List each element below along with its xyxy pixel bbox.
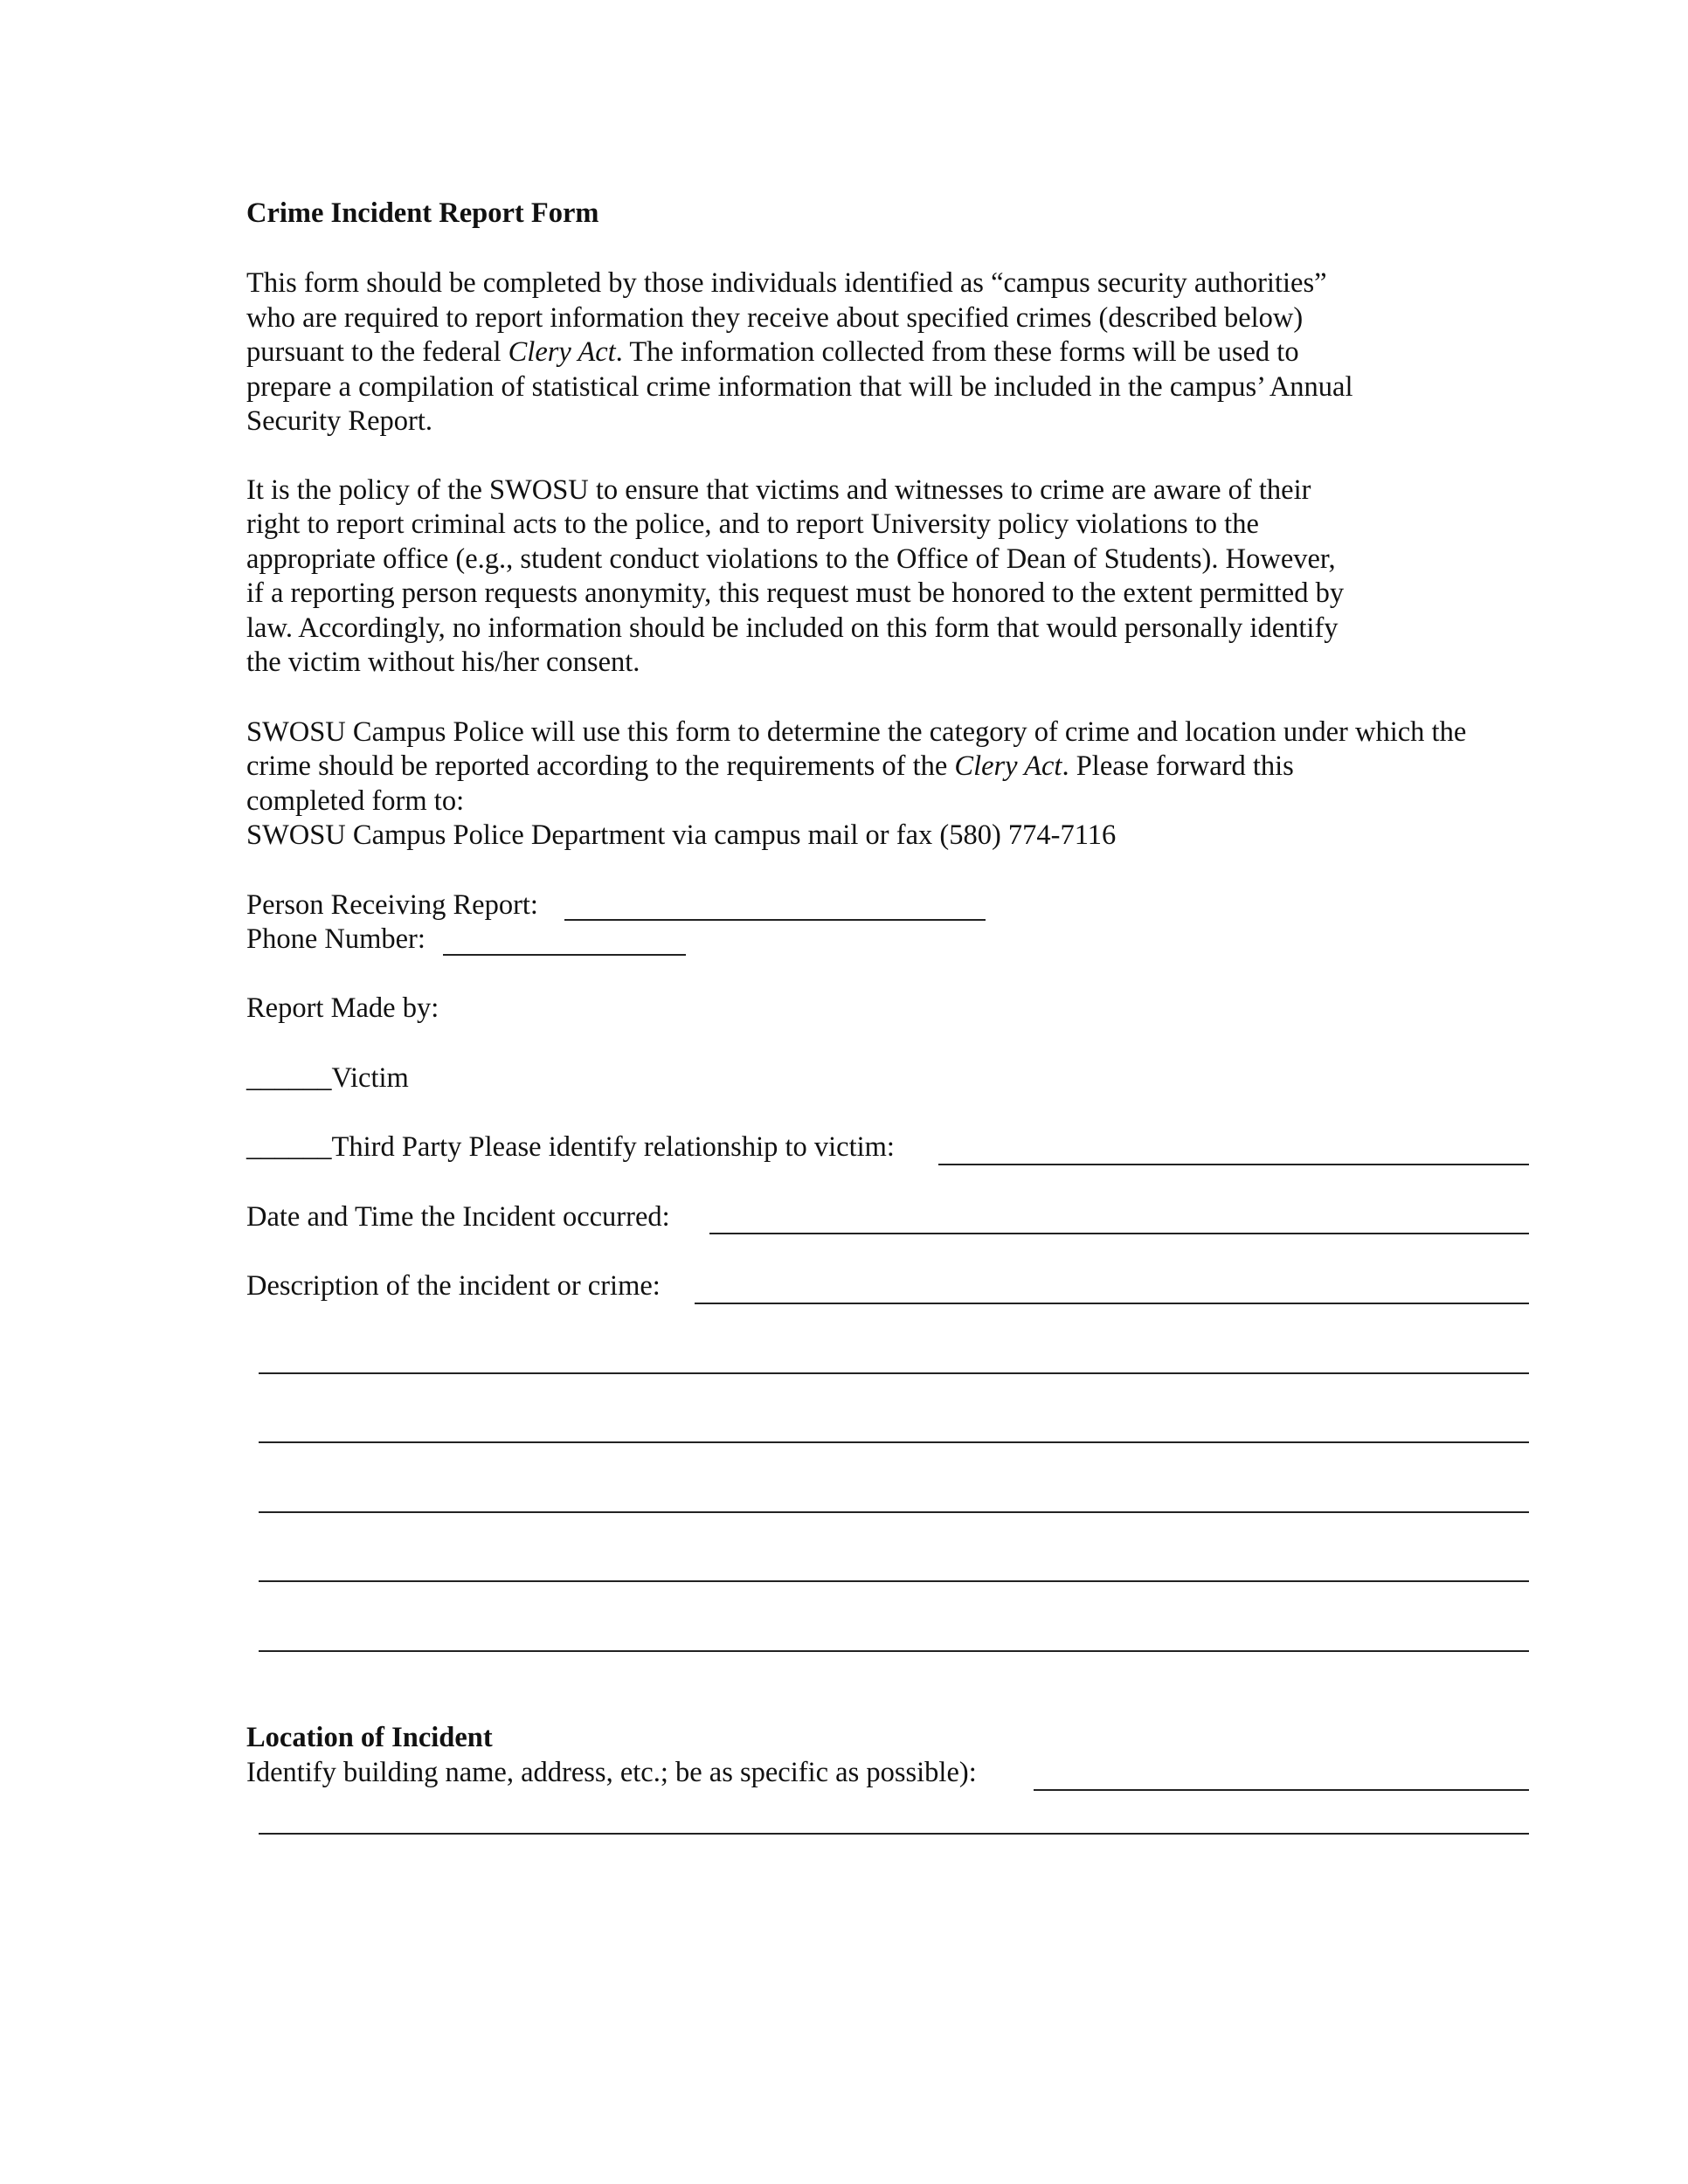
third-party-check-blank[interactable]: ______ [246,1131,332,1163]
intro-p1-line3-start: pursuant to the federal [246,336,508,368]
third-party-option[interactable] [246,1130,895,1165]
intro-p3-line3: completed form to: [246,785,465,817]
intro-p3-line2-start: crime should be reported according to the requirements of the [246,750,955,782]
intro-p3-line2-end: . Please forward this [1062,750,1294,782]
report-made-by-label: Report Made by: [246,992,439,1024]
relationship-to-victim-field[interactable] [938,1164,1529,1165]
location-instruction: Identify building name, address, etc.; be as specific as possible): [246,1757,977,1788]
description-continuation-line[interactable] [259,1580,1529,1582]
intro-p2-line4: if a reporting person requests anonymity, this request must be honored to the extent permitted by [246,577,1345,609]
intro-p3-line2 [246,749,1294,784]
clery-act-reference: Clery Act [954,750,1062,782]
description-continuation-line[interactable] [259,1511,1529,1513]
date-time-label: Date and Time the Incident occurred: [246,1201,670,1233]
victim-check-blank[interactable]: ______ [246,1062,332,1094]
intro-p1-line3 [246,335,1299,370]
intro-p2-line5: law. Accordingly, no information should be included on this form that would personally identify [246,612,1339,644]
description-field[interactable] [695,1303,1529,1304]
fax-instruction: SWOSU Campus Police Department via campus mail or fax (580) 774-7116 [246,819,1117,851]
form-title: Crime Incident Report Form [246,197,599,229]
location-continuation-line[interactable] [259,1833,1529,1835]
victim-option[interactable] [246,1061,409,1095]
person-receiving-field[interactable] [564,919,986,921]
intro-p1-line3-end: . The information collected from these forms will be used to [615,336,1299,368]
intro-p2-line3: appropriate office (e.g., student conduct violations to the Office of Dean of Students). However, [246,543,1336,575]
phone-number-field[interactable] [443,954,686,956]
intro-p1-line4: prepare a compilation of statistical crime information that will be included in the campus’ Annual [246,371,1353,403]
intro-p2-line1: It is the policy of the SWOSU to ensure that victims and witnesses to crime are aware of their [246,474,1311,506]
victim-label: Victim [331,1062,409,1094]
intro-p3-line1: SWOSU Campus Police will use this form to determine the category of crime and location under which the [246,716,1467,748]
description-continuation-line[interactable] [259,1372,1529,1374]
description-continuation-line[interactable] [259,1441,1529,1443]
intro-p2-line6: the victim without his/her consent. [246,646,640,678]
location-field[interactable] [1034,1789,1529,1791]
person-receiving-label: Person Receiving Report: [246,889,538,921]
clery-act-reference: Clery Act [508,336,616,368]
intro-p1-line5: Security Report. [246,405,433,437]
intro-p1-line2: who are required to report information they receive about specified crimes (described below) [246,302,1304,334]
description-continuation-line[interactable] [259,1650,1529,1652]
intro-p1-line1: This form should be completed by those individuals identified as “campus security authorities” [246,267,1327,299]
third-party-label: Third Party Please identify relationship to victim: [331,1131,895,1163]
intro-p2-line2: right to report criminal acts to the police, and to report University policy violations to the [246,508,1259,540]
description-label: Description of the incident or crime: [246,1270,661,1302]
date-time-field[interactable] [709,1233,1529,1234]
phone-number-label: Phone Number: [246,923,425,955]
location-heading: Location of Incident [246,1722,493,1753]
